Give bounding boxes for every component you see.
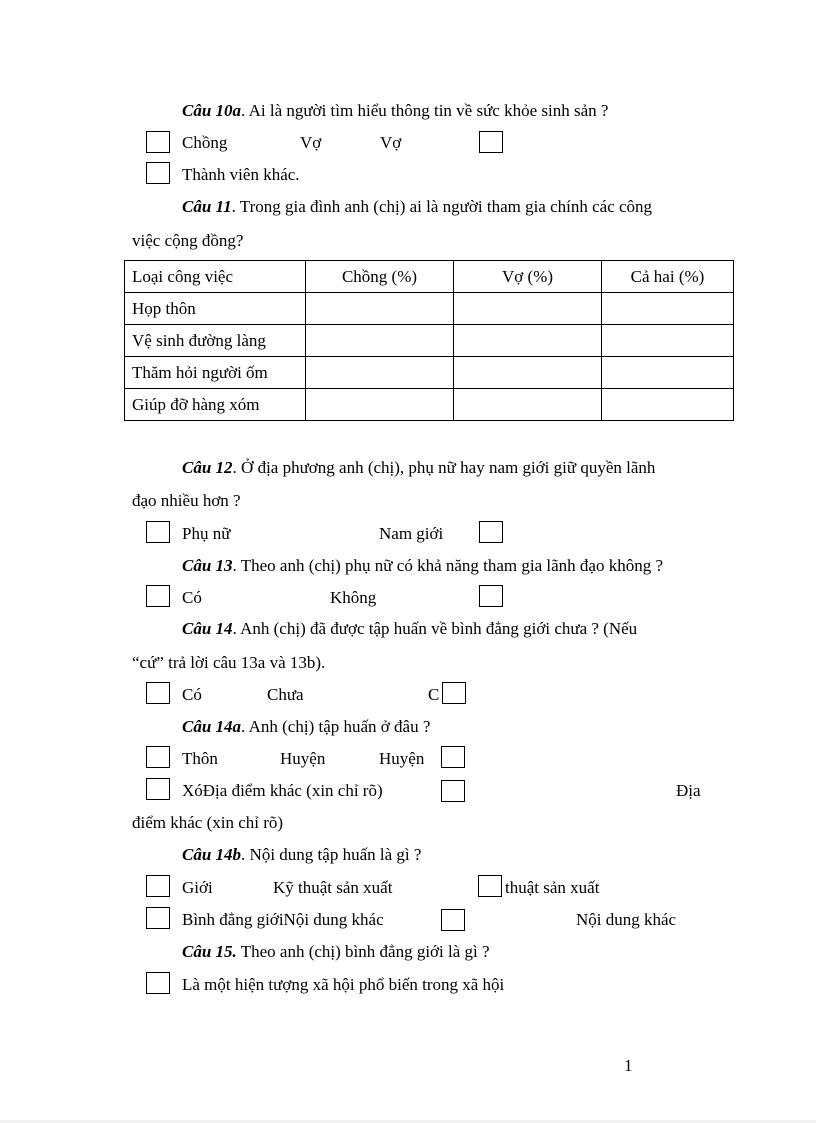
table-cell-empty[interactable]	[602, 357, 734, 389]
option-label-cont: điểm khác (xin chỉ rõ)	[132, 813, 284, 832]
question-text: . Theo anh (chị) phụ nữ có khả năng tham gia lãnh đạo không ?	[232, 556, 664, 575]
option-label: Huyện	[280, 749, 326, 768]
checkbox[interactable]	[146, 972, 170, 994]
question-text-cont: việc cộng đồng?	[132, 231, 244, 250]
question-label: Câu 12	[182, 458, 233, 477]
table-header: Cả hai (%)	[602, 261, 734, 293]
question-label: Câu 14	[182, 619, 233, 638]
table-cell: Vệ sinh đường làng	[125, 325, 306, 357]
option-label: Bình đẳng giớiNội dung khác	[182, 910, 384, 929]
question-label: Câu 14a	[182, 717, 242, 736]
table-cell-empty[interactable]	[602, 293, 734, 325]
option-label: Không	[330, 588, 377, 607]
question-13	[182, 557, 663, 574]
checkbox[interactable]	[146, 682, 170, 704]
checkbox[interactable]	[479, 521, 503, 543]
option-label: Địa	[676, 781, 701, 800]
table-cell-empty[interactable]	[602, 389, 734, 421]
table-cell: Giúp đỡ hàng xóm	[125, 389, 306, 421]
checkbox[interactable]	[146, 778, 170, 800]
table-cell-empty[interactable]	[306, 325, 454, 357]
question-label: Câu 13	[182, 556, 233, 575]
question-text: . Ai là người tìm hiểu thông tin về sức khỏe sinh sản ?	[241, 101, 609, 120]
table-cell-empty[interactable]	[602, 325, 734, 357]
table-header: Chồng (%)	[306, 261, 454, 293]
option-label: Huyện	[379, 749, 425, 768]
option-label: Có	[182, 685, 202, 704]
option-label: Vợ	[380, 133, 402, 152]
option-label: Vợ	[300, 133, 322, 152]
checkbox[interactable]	[146, 907, 170, 929]
question-label: Câu 10a	[182, 101, 242, 120]
page-number: 1	[624, 1056, 633, 1075]
checkbox[interactable]	[441, 909, 465, 931]
option-label: Kỹ thuật sản xuất	[273, 878, 393, 897]
option-label: Là một hiện tượng xã hội phổ biến trong xã hội	[182, 975, 505, 994]
option-label: Phụ nữ	[182, 524, 231, 543]
checkbox[interactable]	[442, 682, 466, 704]
question-text: . Ở địa phương anh (chị), phụ nữ hay nam giới giữ quyền lãnh	[232, 458, 656, 477]
checkbox[interactable]	[146, 746, 170, 768]
table-cell-empty[interactable]	[454, 293, 602, 325]
option-label: Thành viên khác.	[182, 165, 300, 184]
table-cell-empty[interactable]	[454, 325, 602, 357]
question-10a	[182, 102, 608, 119]
table-row	[125, 325, 734, 357]
checkbox[interactable]	[478, 875, 502, 897]
checkbox[interactable]	[146, 585, 170, 607]
option-label: Nam giới	[379, 524, 444, 543]
table-cell: Họp thôn	[125, 293, 306, 325]
table-cell-empty[interactable]	[306, 357, 454, 389]
question-15	[182, 943, 490, 960]
option-label: Chưa	[267, 685, 304, 704]
table-header: Vợ (%)	[454, 261, 602, 293]
table-cell: Thăm hỏi người ốm	[125, 357, 306, 389]
question-text: . Anh (chị) đã được tập huấn về bình đẳng giới chưa ? (Nếu	[232, 619, 638, 638]
question-14	[132, 612, 728, 646]
option-label: XóĐịa điểm khác (xin chỉ rõ)	[182, 781, 383, 800]
checkbox[interactable]	[479, 585, 503, 607]
checkbox[interactable]	[146, 162, 170, 184]
option-label: C	[428, 685, 440, 704]
table-header: Loại công việc	[125, 261, 306, 293]
question-12	[132, 451, 728, 485]
question-text: Theo anh (chị) bình đẳng giới là gì ?	[236, 942, 490, 961]
table-cell-empty[interactable]	[306, 293, 454, 325]
checkbox[interactable]	[146, 521, 170, 543]
question-11	[132, 190, 728, 224]
option-label: thuật sản xuất	[505, 878, 600, 897]
table-row	[125, 293, 734, 325]
question-text: . Nội dung tập huấn là gì ?	[241, 845, 422, 864]
table-cell-empty[interactable]	[306, 389, 454, 421]
option-label: Chồng	[182, 133, 228, 152]
question-text-cont: đạo nhiều hơn ?	[132, 491, 241, 510]
checkbox[interactable]	[146, 875, 170, 897]
question-label: Câu 14b	[182, 845, 242, 864]
question-text-cont: “cứ” trả lời câu 13a và 13b).	[132, 653, 326, 672]
question-label: Câu 11	[182, 197, 232, 216]
table-header-row	[125, 261, 734, 293]
option-label: Nội dung khác	[576, 910, 677, 929]
checkbox[interactable]	[441, 746, 465, 768]
question-text: . Trong gia đình anh (chị) ai là người tham gia chính các công	[231, 197, 653, 216]
table-cell-empty[interactable]	[454, 389, 602, 421]
question-text: . Anh (chị) tập huấn ở đâu ?	[241, 717, 431, 736]
option-label: Thôn	[182, 749, 218, 768]
question-14b	[182, 846, 421, 863]
question-14a	[182, 718, 430, 735]
option-label: Giới	[182, 878, 213, 897]
checkbox[interactable]	[479, 131, 503, 153]
checkbox[interactable]	[146, 131, 170, 153]
community-work-table	[124, 260, 734, 421]
table-row	[125, 357, 734, 389]
checkbox[interactable]	[441, 780, 465, 802]
table-cell-empty[interactable]	[454, 357, 602, 389]
table-row	[125, 389, 734, 421]
question-label: Câu 15.	[182, 942, 237, 961]
option-label: Có	[182, 588, 202, 607]
